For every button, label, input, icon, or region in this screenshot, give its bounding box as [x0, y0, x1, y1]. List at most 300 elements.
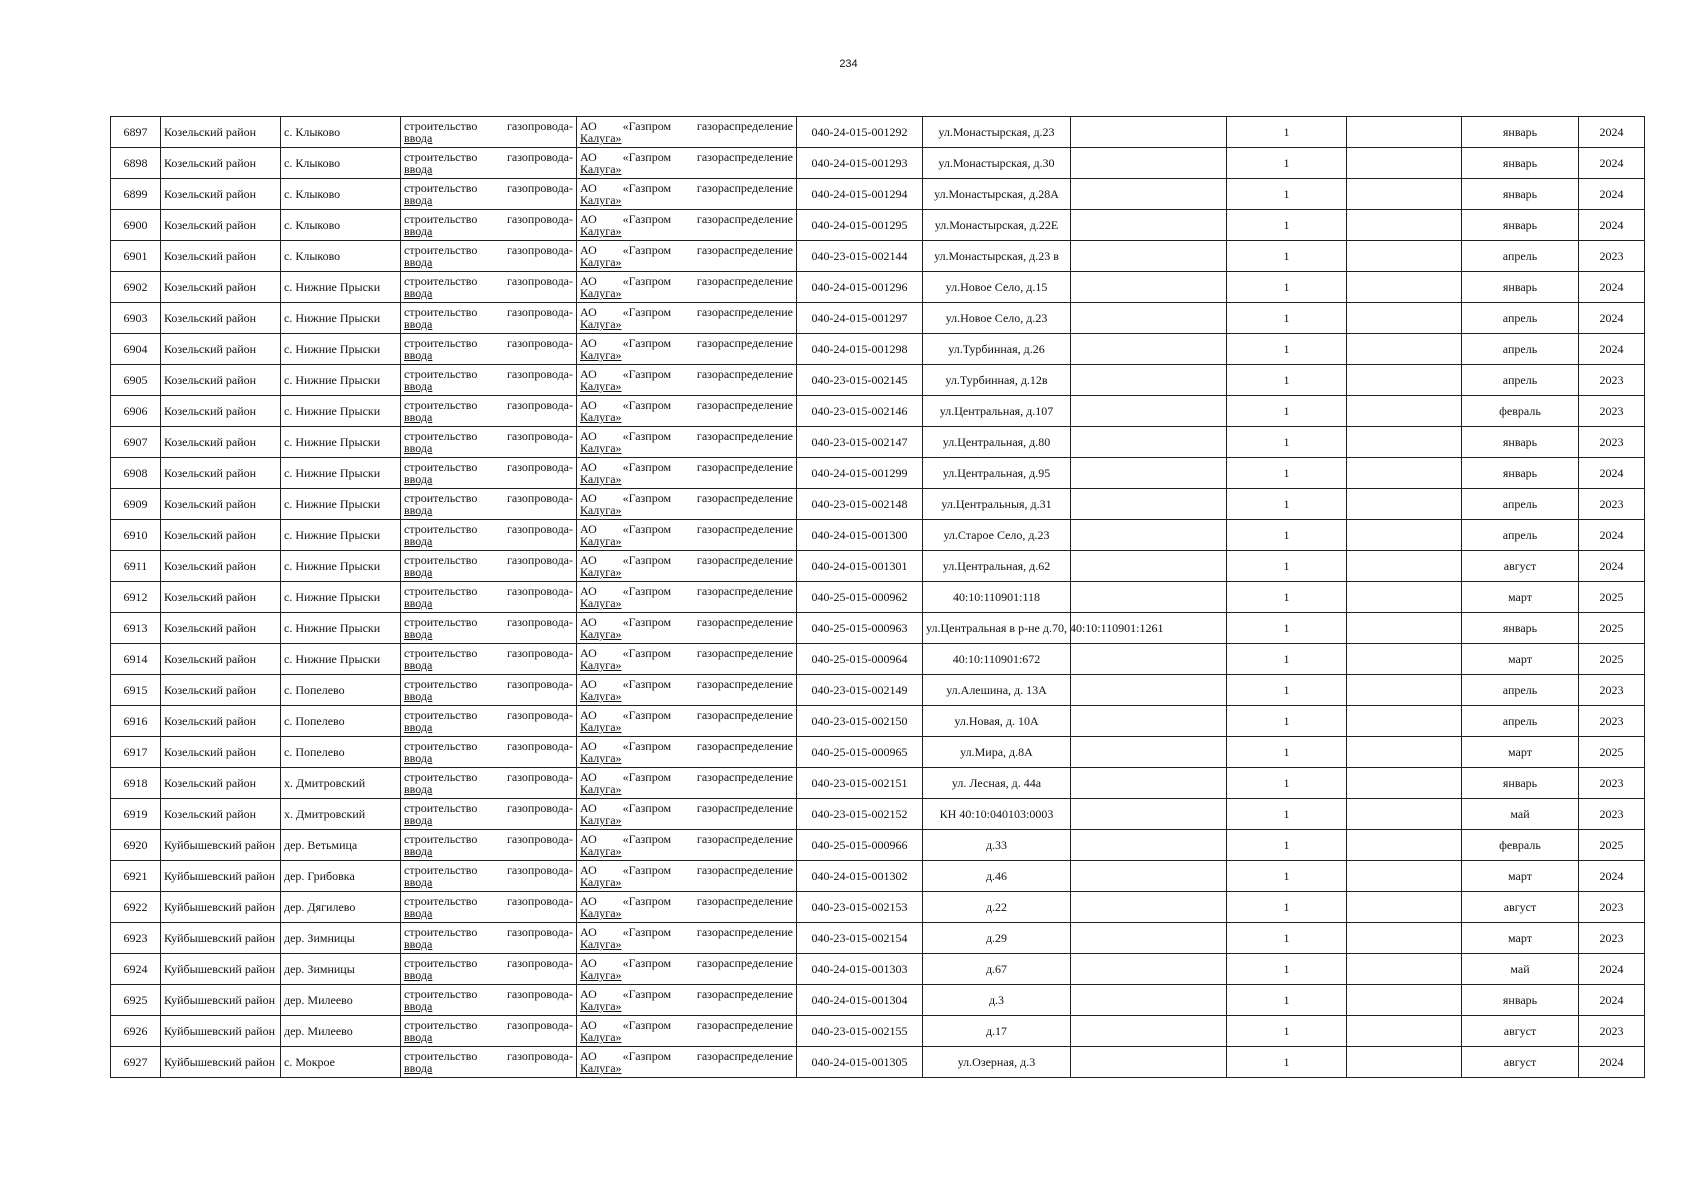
quantity-cell: 1 — [1227, 613, 1347, 644]
work-type-cell — [401, 1016, 577, 1047]
org-mid: «Газпром — [622, 987, 672, 1001]
empty-cell — [1347, 830, 1462, 861]
work-prefix: строительство — [404, 832, 478, 846]
work-type-cell — [401, 148, 577, 179]
row-number: 6905 — [111, 365, 161, 396]
work-mid: газопровода- — [506, 770, 573, 784]
row-number: 6925 — [111, 985, 161, 1016]
work-suffix: ввода — [404, 844, 433, 858]
settlement-cell: дер. Зимницы — [281, 954, 401, 985]
org-city: Калуга» — [580, 875, 622, 889]
org-mid: «Газпром — [622, 708, 672, 722]
org-city: Калуга» — [580, 1061, 622, 1075]
month-cell: август — [1462, 1016, 1579, 1047]
month-cell: апрель — [1462, 520, 1579, 551]
empty-cell — [1071, 582, 1227, 613]
work-type-cell — [401, 210, 577, 241]
work-prefix: строительство — [404, 894, 478, 908]
quantity-cell: 1 — [1227, 396, 1347, 427]
address-cell: ул.Новое Село, д.23 — [923, 303, 1071, 334]
work-prefix: строительство — [404, 615, 478, 629]
org-prefix: АО — [580, 491, 597, 505]
org-prefix: АО — [580, 615, 597, 629]
request-code-cell: 040-24-015-001297 — [797, 303, 923, 334]
table-row — [111, 458, 1645, 489]
settlement-cell: с. Нижние Прыски — [281, 582, 401, 613]
work-mid: газопровода- — [506, 615, 573, 629]
settlement-cell: с. Клыково — [281, 210, 401, 241]
org-prefix: АО — [580, 584, 597, 598]
work-prefix: строительство — [404, 553, 478, 567]
work-mid: газопровода- — [506, 243, 573, 257]
settlement-cell: с. Клыково — [281, 179, 401, 210]
org-prefix: АО — [580, 181, 597, 195]
address-cell: ул.Монастырская, д.22Е — [923, 210, 1071, 241]
year-cell: 2023 — [1579, 489, 1645, 520]
empty-cell — [1347, 241, 1462, 272]
work-mid: газопровода- — [506, 119, 573, 133]
empty-cell — [1347, 613, 1462, 644]
org-prefix: АО — [580, 150, 597, 164]
year-cell: 2024 — [1579, 272, 1645, 303]
work-prefix: строительство — [404, 243, 478, 257]
org-prefix: АО — [580, 1018, 597, 1032]
row-number: 6904 — [111, 334, 161, 365]
settlement-cell: с. Нижние Прыски — [281, 427, 401, 458]
year-cell: 2024 — [1579, 210, 1645, 241]
org-suffix: газораспределение — [696, 615, 793, 629]
row-number: 6909 — [111, 489, 161, 520]
row-number: 6901 — [111, 241, 161, 272]
year-cell: 2025 — [1579, 613, 1645, 644]
table-row — [111, 985, 1645, 1016]
empty-cell — [1071, 427, 1227, 458]
org-suffix: газораспределение — [696, 305, 793, 319]
org-mid: «Газпром — [622, 460, 672, 474]
organization-cell — [577, 365, 797, 396]
empty-cell — [1071, 458, 1227, 489]
empty-cell — [1347, 489, 1462, 520]
district-cell: Козельский район — [161, 737, 281, 768]
org-city: Калуга» — [580, 1030, 622, 1044]
org-prefix: АО — [580, 801, 597, 815]
address-cell: ул.Монастырская, д.28А — [923, 179, 1071, 210]
work-prefix: строительство — [404, 646, 478, 660]
work-suffix: ввода — [404, 348, 433, 362]
work-mid: газопровода- — [506, 646, 573, 660]
organization-cell — [577, 272, 797, 303]
org-suffix: газораспределение — [696, 336, 793, 350]
month-cell: март — [1462, 644, 1579, 675]
district-cell: Козельский район — [161, 799, 281, 830]
org-suffix: газораспределение — [696, 584, 793, 598]
work-prefix: строительство — [404, 460, 478, 474]
work-mid: газопровода- — [506, 398, 573, 412]
work-suffix: ввода — [404, 1061, 433, 1075]
year-cell: 2024 — [1579, 1047, 1645, 1078]
work-type-cell — [401, 551, 577, 582]
org-mid: «Газпром — [622, 212, 672, 226]
address-cell: ул.Старое Село, д.23 — [923, 520, 1071, 551]
work-prefix: строительство — [404, 491, 478, 505]
work-suffix: ввода — [404, 906, 433, 920]
address-cell: ул.Центральная, д.62 — [923, 551, 1071, 582]
request-code-cell: 040-23-015-002150 — [797, 706, 923, 737]
settlement-cell: с. Клыково — [281, 117, 401, 148]
work-type-cell — [401, 396, 577, 427]
org-prefix: АО — [580, 212, 597, 226]
row-number: 6902 — [111, 272, 161, 303]
work-mid: газопровода- — [506, 987, 573, 1001]
empty-cell — [1071, 489, 1227, 520]
district-cell: Козельский район — [161, 675, 281, 706]
work-type-cell — [401, 644, 577, 675]
row-number: 6911 — [111, 551, 161, 582]
address-cell: 40:10:110901:672 — [923, 644, 1071, 675]
empty-cell — [1347, 737, 1462, 768]
settlement-cell: с. Клыково — [281, 241, 401, 272]
work-mid: газопровода- — [506, 894, 573, 908]
address-cell: ул.Монастырская, д.23 — [923, 117, 1071, 148]
work-prefix: строительство — [404, 1018, 478, 1032]
table-row — [111, 210, 1645, 241]
work-type-cell — [401, 861, 577, 892]
organization-cell — [577, 551, 797, 582]
org-mid: «Газпром — [622, 522, 672, 536]
month-cell: январь — [1462, 768, 1579, 799]
district-cell: Куйбышевский район — [161, 923, 281, 954]
org-prefix: АО — [580, 956, 597, 970]
request-code-cell: 040-23-015-002145 — [797, 365, 923, 396]
empty-cell — [1071, 303, 1227, 334]
row-number: 6910 — [111, 520, 161, 551]
table-row — [111, 241, 1645, 272]
work-type-cell — [401, 489, 577, 520]
org-city: Калуга» — [580, 534, 622, 548]
org-city: Калуга» — [580, 472, 622, 486]
org-mid: «Газпром — [622, 646, 672, 660]
year-cell: 2025 — [1579, 582, 1645, 613]
table-row — [111, 954, 1645, 985]
quantity-cell: 1 — [1227, 954, 1347, 985]
year-cell: 2023 — [1579, 396, 1645, 427]
work-mid: газопровода- — [506, 708, 573, 722]
row-number: 6927 — [111, 1047, 161, 1078]
org-suffix: газораспределение — [696, 212, 793, 226]
work-suffix: ввода — [404, 162, 433, 176]
organization-cell — [577, 613, 797, 644]
org-suffix: газораспределение — [696, 1018, 793, 1032]
year-cell: 2024 — [1579, 520, 1645, 551]
settlement-cell: с. Попелево — [281, 706, 401, 737]
empty-cell — [1347, 148, 1462, 179]
quantity-cell: 1 — [1227, 303, 1347, 334]
org-city: Калуга» — [580, 255, 622, 269]
year-cell: 2023 — [1579, 923, 1645, 954]
district-cell: Козельский район — [161, 427, 281, 458]
request-code-cell: 040-24-015-001300 — [797, 520, 923, 551]
month-cell: март — [1462, 737, 1579, 768]
work-type-cell — [401, 334, 577, 365]
request-code-cell: 040-23-015-002151 — [797, 768, 923, 799]
address-cell: ул.Турбинная, д.12в — [923, 365, 1071, 396]
empty-cell — [1347, 768, 1462, 799]
quantity-cell: 1 — [1227, 458, 1347, 489]
district-cell: Козельский район — [161, 303, 281, 334]
year-cell: 2023 — [1579, 892, 1645, 923]
work-mid: газопровода- — [506, 801, 573, 815]
org-suffix: газораспределение — [696, 708, 793, 722]
work-prefix: строительство — [404, 677, 478, 691]
work-type-cell — [401, 520, 577, 551]
settlement-cell: х. Дмитровский — [281, 768, 401, 799]
work-mid: газопровода- — [506, 460, 573, 474]
row-number: 6906 — [111, 396, 161, 427]
org-prefix: АО — [580, 832, 597, 846]
registry-rows — [111, 117, 1645, 1078]
work-prefix: строительство — [404, 863, 478, 877]
org-city: Калуга» — [580, 844, 622, 858]
org-suffix: газораспределение — [696, 429, 793, 443]
request-code-cell: 040-24-015-001295 — [797, 210, 923, 241]
table-row — [111, 675, 1645, 706]
work-type-cell — [401, 613, 577, 644]
org-suffix: газораспределение — [696, 677, 793, 691]
work-mid: газопровода- — [506, 1049, 573, 1063]
work-type-cell — [401, 179, 577, 210]
empty-cell — [1071, 1047, 1227, 1078]
quantity-cell: 1 — [1227, 644, 1347, 675]
work-prefix: строительство — [404, 925, 478, 939]
work-suffix: ввода — [404, 627, 433, 641]
work-suffix: ввода — [404, 968, 433, 982]
quantity-cell: 1 — [1227, 675, 1347, 706]
district-cell: Козельский район — [161, 644, 281, 675]
district-cell: Козельский район — [161, 272, 281, 303]
empty-cell — [1347, 892, 1462, 923]
organization-cell — [577, 830, 797, 861]
empty-cell — [1347, 582, 1462, 613]
work-suffix: ввода — [404, 565, 433, 579]
org-prefix: АО — [580, 553, 597, 567]
district-cell: Куйбышевский район — [161, 830, 281, 861]
year-cell: 2023 — [1579, 365, 1645, 396]
year-cell: 2024 — [1579, 551, 1645, 582]
org-mid: «Газпром — [622, 398, 672, 412]
org-mid: «Газпром — [622, 491, 672, 505]
work-type-cell — [401, 303, 577, 334]
month-cell: апрель — [1462, 706, 1579, 737]
org-city: Калуга» — [580, 782, 622, 796]
row-number: 6921 — [111, 861, 161, 892]
year-cell: 2023 — [1579, 1016, 1645, 1047]
organization-cell — [577, 1016, 797, 1047]
org-suffix: газораспределение — [696, 863, 793, 877]
quantity-cell: 1 — [1227, 892, 1347, 923]
empty-cell — [1071, 396, 1227, 427]
settlement-cell: с. Нижние Прыски — [281, 365, 401, 396]
org-mid: «Газпром — [622, 1018, 672, 1032]
district-cell: Козельский район — [161, 148, 281, 179]
org-suffix: газораспределение — [696, 460, 793, 474]
org-city: Калуга» — [580, 813, 622, 827]
month-cell: май — [1462, 954, 1579, 985]
table-row — [111, 923, 1645, 954]
organization-cell — [577, 644, 797, 675]
district-cell: Козельский район — [161, 489, 281, 520]
org-prefix: АО — [580, 119, 597, 133]
district-cell: Козельский район — [161, 179, 281, 210]
month-cell: январь — [1462, 985, 1579, 1016]
organization-cell — [577, 334, 797, 365]
org-prefix: АО — [580, 274, 597, 288]
org-suffix: газораспределение — [696, 925, 793, 939]
work-prefix: строительство — [404, 739, 478, 753]
row-number: 6903 — [111, 303, 161, 334]
org-city: Калуга» — [580, 441, 622, 455]
org-city: Калуга» — [580, 162, 622, 176]
row-number: 6918 — [111, 768, 161, 799]
organization-cell — [577, 148, 797, 179]
address-cell: ул.Центральная, д.95 — [923, 458, 1071, 489]
org-mid: «Газпром — [622, 336, 672, 350]
empty-cell — [1347, 985, 1462, 1016]
row-number: 6908 — [111, 458, 161, 489]
quantity-cell: 1 — [1227, 148, 1347, 179]
request-code-cell: 040-25-015-000964 — [797, 644, 923, 675]
empty-cell — [1347, 861, 1462, 892]
month-cell: январь — [1462, 117, 1579, 148]
work-suffix: ввода — [404, 503, 433, 517]
district-cell: Козельский район — [161, 241, 281, 272]
org-city: Калуга» — [580, 410, 622, 424]
org-mid: «Газпром — [622, 274, 672, 288]
work-prefix: строительство — [404, 398, 478, 412]
settlement-cell: с. Клыково — [281, 148, 401, 179]
org-prefix: АО — [580, 429, 597, 443]
work-mid: газопровода- — [506, 863, 573, 877]
work-suffix: ввода — [404, 596, 433, 610]
work-mid: газопровода- — [506, 739, 573, 753]
request-code-cell: 040-23-015-002148 — [797, 489, 923, 520]
settlement-cell: дер. Милеево — [281, 985, 401, 1016]
org-mid: «Газпром — [622, 150, 672, 164]
org-mid: «Газпром — [622, 584, 672, 598]
organization-cell — [577, 1047, 797, 1078]
empty-cell — [1347, 427, 1462, 458]
empty-cell — [1347, 520, 1462, 551]
org-prefix: АО — [580, 398, 597, 412]
address-cell: ул.Центральная, д.80 — [923, 427, 1071, 458]
request-code-cell: 040-24-015-001303 — [797, 954, 923, 985]
work-suffix: ввода — [404, 534, 433, 548]
org-city: Калуга» — [580, 720, 622, 734]
work-type-cell — [401, 923, 577, 954]
settlement-cell: с. Нижние Прыски — [281, 520, 401, 551]
request-code-cell: 040-25-015-000965 — [797, 737, 923, 768]
district-cell: Куйбышевский район — [161, 954, 281, 985]
organization-cell — [577, 985, 797, 1016]
district-cell: Куйбышевский район — [161, 892, 281, 923]
org-city: Калуга» — [580, 906, 622, 920]
settlement-cell: с. Нижние Прыски — [281, 644, 401, 675]
work-suffix: ввода — [404, 720, 433, 734]
address-cell: ул.Турбинная, д.26 — [923, 334, 1071, 365]
address-cell: д.33 — [923, 830, 1071, 861]
table-row — [111, 799, 1645, 830]
org-prefix: АО — [580, 894, 597, 908]
work-mid: газопровода- — [506, 150, 573, 164]
settlement-cell: с. Нижние Прыски — [281, 489, 401, 520]
quantity-cell: 1 — [1227, 520, 1347, 551]
work-prefix: строительство — [404, 708, 478, 722]
org-suffix: газораспределение — [696, 398, 793, 412]
table-row — [111, 830, 1645, 861]
empty-cell — [1347, 210, 1462, 241]
table-row — [111, 520, 1645, 551]
table-row — [111, 365, 1645, 396]
work-mid: газопровода- — [506, 584, 573, 598]
request-code-cell: 040-23-015-002149 — [797, 675, 923, 706]
row-number: 6900 — [111, 210, 161, 241]
district-cell: Козельский район — [161, 117, 281, 148]
empty-cell — [1347, 675, 1462, 706]
month-cell: январь — [1462, 613, 1579, 644]
table-row — [111, 489, 1645, 520]
work-type-cell — [401, 737, 577, 768]
table-row — [111, 644, 1645, 675]
row-number: 6899 — [111, 179, 161, 210]
empty-cell — [1347, 923, 1462, 954]
organization-cell — [577, 954, 797, 985]
org-city: Калуга» — [580, 348, 622, 362]
request-code-cell: 040-23-015-002153 — [797, 892, 923, 923]
work-type-cell — [401, 954, 577, 985]
address-cell: д.3 — [923, 985, 1071, 1016]
organization-cell — [577, 799, 797, 830]
row-number: 6898 — [111, 148, 161, 179]
work-prefix: строительство — [404, 119, 478, 133]
address-cell: ул.Центральная, д.107 — [923, 396, 1071, 427]
row-number: 6915 — [111, 675, 161, 706]
work-type-cell — [401, 365, 577, 396]
address-cell: ул.Монастырская, д.30 — [923, 148, 1071, 179]
work-suffix: ввода — [404, 193, 433, 207]
district-cell: Куйбышевский район — [161, 861, 281, 892]
quantity-cell: 1 — [1227, 861, 1347, 892]
org-suffix: газораспределение — [696, 119, 793, 133]
quantity-cell: 1 — [1227, 768, 1347, 799]
settlement-cell: с. Мокрое — [281, 1047, 401, 1078]
row-number: 6917 — [111, 737, 161, 768]
org-mid: «Газпром — [622, 801, 672, 815]
work-type-cell — [401, 427, 577, 458]
org-mid: «Газпром — [622, 956, 672, 970]
org-mid: «Газпром — [622, 119, 672, 133]
settlement-cell: дер. Ветьмица — [281, 830, 401, 861]
year-cell: 2024 — [1579, 303, 1645, 334]
row-number: 6912 — [111, 582, 161, 613]
year-cell: 2023 — [1579, 675, 1645, 706]
org-prefix: АО — [580, 243, 597, 257]
work-type-cell — [401, 1047, 577, 1078]
work-prefix: строительство — [404, 212, 478, 226]
empty-cell — [1347, 272, 1462, 303]
table-row — [111, 613, 1645, 644]
settlement-cell: дер. Зимницы — [281, 923, 401, 954]
org-city: Калуга» — [580, 596, 622, 610]
row-number: 6897 — [111, 117, 161, 148]
